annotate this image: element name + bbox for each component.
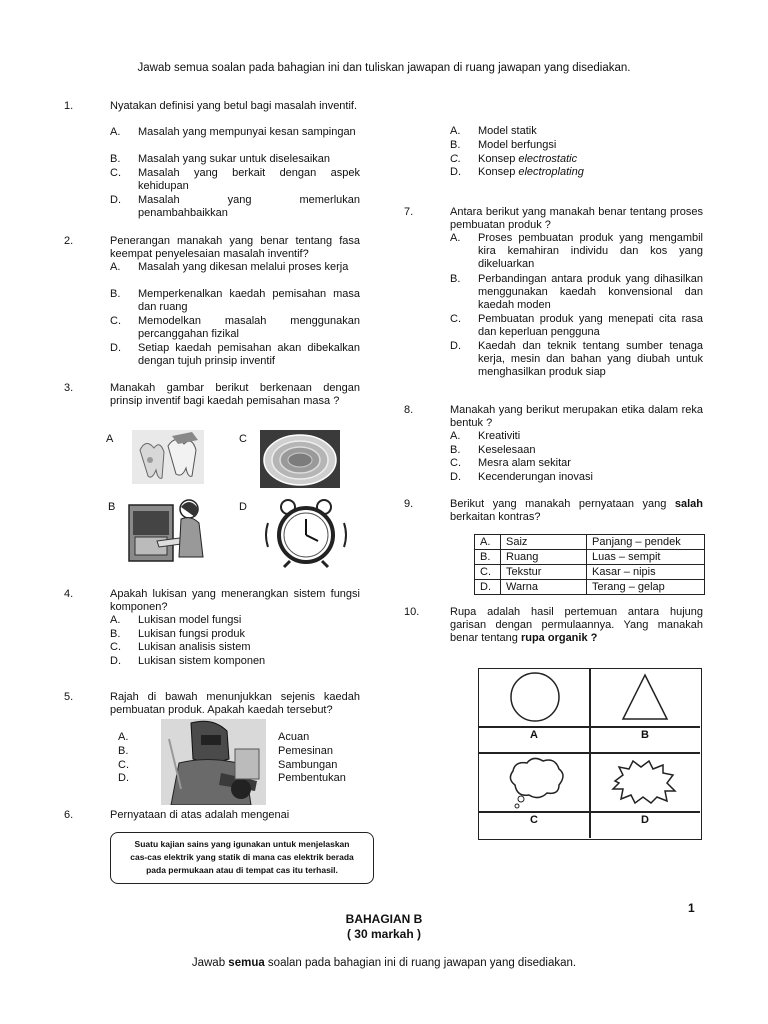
q5-letter-b: B. — [118, 745, 129, 757]
section-b-marks: ( 30 markah ) — [346, 927, 422, 941]
q5-answer-d: Pembentukan — [278, 772, 346, 784]
cloud-shape — [503, 755, 567, 811]
q6-option-d-text: Konsep electroplating — [478, 166, 584, 178]
question-number: 6. — [64, 809, 74, 821]
question-stem: Manakah gambar berikut berkenaan dengan prinsip inventif bagi kaedah pemisahan masa ? — [110, 382, 360, 407]
shapes-grid — [478, 668, 702, 840]
question-stem: Apakah lukisan yang menerangkan sistem fungsi komponen? — [110, 588, 360, 613]
question-stem: Rupa adalah hasil pertemuan antara hujung garisan dengan permulaannya. Yang manakah benar tentang rupa organik ? — [450, 606, 703, 644]
contrast-table — [474, 534, 705, 595]
oven-woman-image — [127, 497, 212, 565]
shape-label-a: A — [530, 729, 538, 741]
table-row: C. Tekstur Kasar – nipis — [475, 565, 705, 580]
table-row: B. Ruang Luas – sempit — [475, 550, 705, 565]
question-stem: Rajah di bawah menunjukkan sejenis kaedah pembuatan produk. Apakah kaedah tersebut? — [110, 691, 360, 716]
question-number: 10. — [404, 606, 420, 618]
welder-image — [161, 719, 266, 805]
q5-answer-c: Sambungan — [278, 759, 338, 771]
question-stem: Penerangan manakah yang benar tentang fasa keempat penyelesaian masalah inventif? — [110, 235, 360, 260]
section-b-instruction: Jawab semua soalan pada bahagian ini di ruang jawapan yang disediakan. — [191, 957, 577, 969]
table-row: D. Warna Terang – gelap — [475, 580, 705, 595]
question-number: 2. — [64, 235, 74, 247]
question-stem: Berikut yang manakah pernyataan yang salah berkaitan kontras? — [450, 498, 703, 523]
shape-label-d: D — [641, 814, 649, 826]
shape-label-b: B — [641, 729, 649, 741]
triangle-shape — [617, 671, 673, 725]
statement-line: pada permukaan atau di tempat cas itu terhasil. — [146, 865, 338, 875]
q3-label-d: D — [239, 501, 247, 513]
alarm-clock-image — [260, 497, 352, 569]
q5-answer-a: Acuan — [278, 731, 310, 743]
q5-answer-b: Pemesinan — [278, 745, 334, 757]
statement-box — [110, 832, 374, 884]
q6-option-a: A. — [450, 125, 461, 137]
question-number: 3. — [64, 382, 74, 394]
question-stem: Antara berikut yang manakah benar tentang proses pembuatan produk ? — [450, 206, 703, 231]
question-number: 1. — [64, 100, 74, 112]
bowls-image — [260, 430, 340, 488]
q6-option-a-text: Model statik — [478, 125, 537, 137]
q6-option-b-text: Model berfungsi — [478, 139, 557, 151]
circle-shape — [507, 671, 563, 725]
shape-label-c: C — [530, 814, 538, 826]
q6-option-c: C. — [450, 153, 461, 165]
q3-label-b: B — [108, 501, 116, 513]
teeth-image — [132, 430, 204, 484]
q6-option-d: D. — [450, 166, 461, 178]
table-row: A. Saiz Panjang – pendek — [475, 535, 705, 550]
question-number: 8. — [404, 404, 414, 416]
instruction-section-a: Jawab semua soalan pada bahagian ini dan tuliskan jawapan di ruang jawapan yang disediakan. — [137, 62, 631, 74]
statement-line: cas-cas elektrik yang statik di mana cas elektrik berada — [130, 852, 354, 862]
section-b-title: BAHAGIAN B — [345, 912, 423, 926]
question-stem: Manakah yang berikut merupakan etika dalam reka bentuk ? — [450, 404, 703, 429]
q5-letter-a: A. — [118, 731, 129, 743]
q5-letter-c: C. — [118, 759, 129, 771]
q5-letter-d: D. — [118, 772, 129, 784]
question-number: 5. — [64, 691, 74, 703]
question-number: 4. — [64, 588, 74, 600]
question-stem: Pernyataan di atas adalah mengenai — [110, 809, 290, 821]
q6-option-b: B. — [450, 139, 461, 151]
q3-label-a: A — [106, 433, 114, 445]
statement-line: Suatu kajian sains yang igunakan untuk menjelaskan — [134, 839, 350, 849]
q3-label-c: C — [239, 433, 247, 445]
page-number: 1 — [688, 901, 695, 915]
question-number: 9. — [404, 498, 414, 510]
q6-option-c-text: Konsep electrostatic — [478, 153, 578, 165]
starburst-shape — [611, 759, 677, 805]
question-number: 7. — [404, 206, 414, 218]
question-stem: Nyatakan definisi yang betul bagi masalah inventif. — [110, 100, 358, 112]
